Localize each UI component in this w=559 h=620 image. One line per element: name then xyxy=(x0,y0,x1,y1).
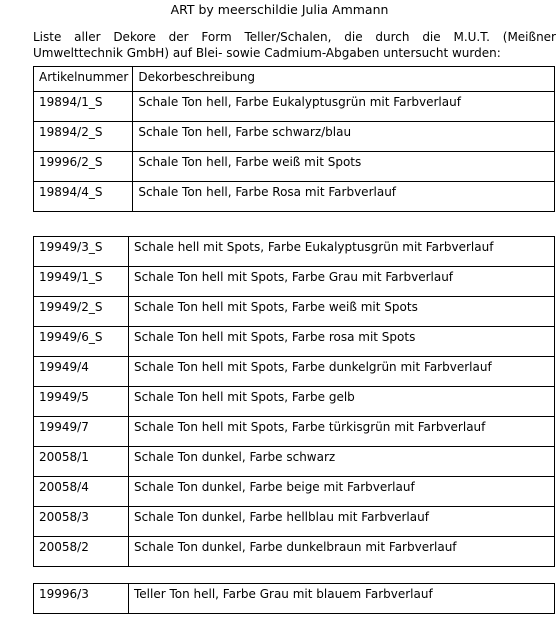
dekorbeschreibung-cell: Teller Ton hell, Farbe Grau mit blauem Farbverlauf xyxy=(129,584,555,614)
table-row xyxy=(34,92,555,122)
table-row xyxy=(34,182,555,212)
table-row xyxy=(34,447,555,477)
dekor-table-teller xyxy=(33,583,555,614)
table-row xyxy=(34,507,555,537)
table-row xyxy=(34,297,555,327)
artikelnummer-cell: 19894/2_S xyxy=(34,122,133,152)
artikelnummer-cell: 20058/4 xyxy=(34,477,129,507)
dekorbeschreibung-cell: Schale Ton hell, Farbe schwarz/blau xyxy=(133,122,555,152)
dekorbeschreibung-cell: Schale hell mit Spots, Farbe Eukalyptusgrün mit Farbverlauf xyxy=(129,237,555,267)
table-row xyxy=(34,357,555,387)
dekorbeschreibung-cell: Schale Ton dunkel, Farbe hellblau mit Farbverlauf xyxy=(129,507,555,537)
table-row xyxy=(34,584,555,614)
dekorbeschreibung-cell: Schale Ton hell, Farbe weiß mit Spots xyxy=(133,152,555,182)
table-row xyxy=(34,237,555,267)
table-row xyxy=(34,152,555,182)
artikelnummer-cell: 19949/3_S xyxy=(34,237,129,267)
table-row xyxy=(34,267,555,297)
artikelnummer-cell: 20058/3 xyxy=(34,507,129,537)
table-row xyxy=(34,417,555,447)
table-row xyxy=(34,537,555,567)
artikelnummer-cell: 19949/6_S xyxy=(34,327,129,357)
table-header-row xyxy=(34,67,555,92)
dekorbeschreibung-cell: Schale Ton hell mit Spots, Farbe weiß mit Spots xyxy=(129,297,555,327)
artikelnummer-cell: 20058/1 xyxy=(34,447,129,477)
artikelnummer-cell: 19949/4 xyxy=(34,357,129,387)
dekor-table-schalen-spots xyxy=(33,236,555,567)
page-title: ART by meerschildie Julia Ammann xyxy=(170,2,389,17)
artikelnummer-cell: 19949/7 xyxy=(34,417,129,447)
intro-paragraph: Liste aller Dekore der Form Teller/Schalen, die durch die M.U.T. (Meißner Umwelttechnik GmbH) auf Blei- sowie Cadmium-Abgaben untersucht wurden: xyxy=(33,30,556,60)
dekorbeschreibung-cell: Schale Ton dunkel, Farbe schwarz xyxy=(129,447,555,477)
table-row xyxy=(34,477,555,507)
artikelnummer-cell: 19894/1_S xyxy=(34,92,133,122)
dekorbeschreibung-cell: Schale Ton hell mit Spots, Farbe türkisgrün mit Farbverlauf xyxy=(129,417,555,447)
artikelnummer-cell: 19996/3 xyxy=(34,584,129,614)
table-row xyxy=(34,327,555,357)
column-header-artikelnummer: Artikelnummer xyxy=(34,67,133,92)
dekorbeschreibung-cell: Schale Ton dunkel, Farbe beige mit Farbverlauf xyxy=(129,477,555,507)
dekor-table-teller-schalen xyxy=(33,66,555,212)
dekorbeschreibung-cell: Schale Ton dunkel, Farbe dunkelbraun mit Farbverlauf xyxy=(129,537,555,567)
artikelnummer-cell: 19949/1_S xyxy=(34,267,129,297)
dekorbeschreibung-cell: Schale Ton hell, Farbe Eukalyptusgrün mit Farbverlauf xyxy=(133,92,555,122)
artikelnummer-cell: 19894/4_S xyxy=(34,182,133,212)
dekorbeschreibung-cell: Schale Ton hell mit Spots, Farbe rosa mit Spots xyxy=(129,327,555,357)
artikelnummer-cell: 20058/2 xyxy=(34,537,129,567)
artikelnummer-cell: 19996/2_S xyxy=(34,152,133,182)
artikelnummer-cell: 19949/5 xyxy=(34,387,129,417)
dekorbeschreibung-cell: Schale Ton hell, Farbe Rosa mit Farbverlauf xyxy=(133,182,555,212)
dekorbeschreibung-cell: Schale Ton hell mit Spots, Farbe Grau mit Farbverlauf xyxy=(129,267,555,297)
table-row xyxy=(34,122,555,152)
dekorbeschreibung-cell: Schale Ton hell mit Spots, Farbe gelb xyxy=(129,387,555,417)
column-header-dekorbeschreibung: Dekorbeschreibung xyxy=(133,67,555,92)
artikelnummer-cell: 19949/2_S xyxy=(34,297,129,327)
table-row xyxy=(34,387,555,417)
dekorbeschreibung-cell: Schale Ton hell mit Spots, Farbe dunkelgrün mit Farbverlauf xyxy=(129,357,555,387)
